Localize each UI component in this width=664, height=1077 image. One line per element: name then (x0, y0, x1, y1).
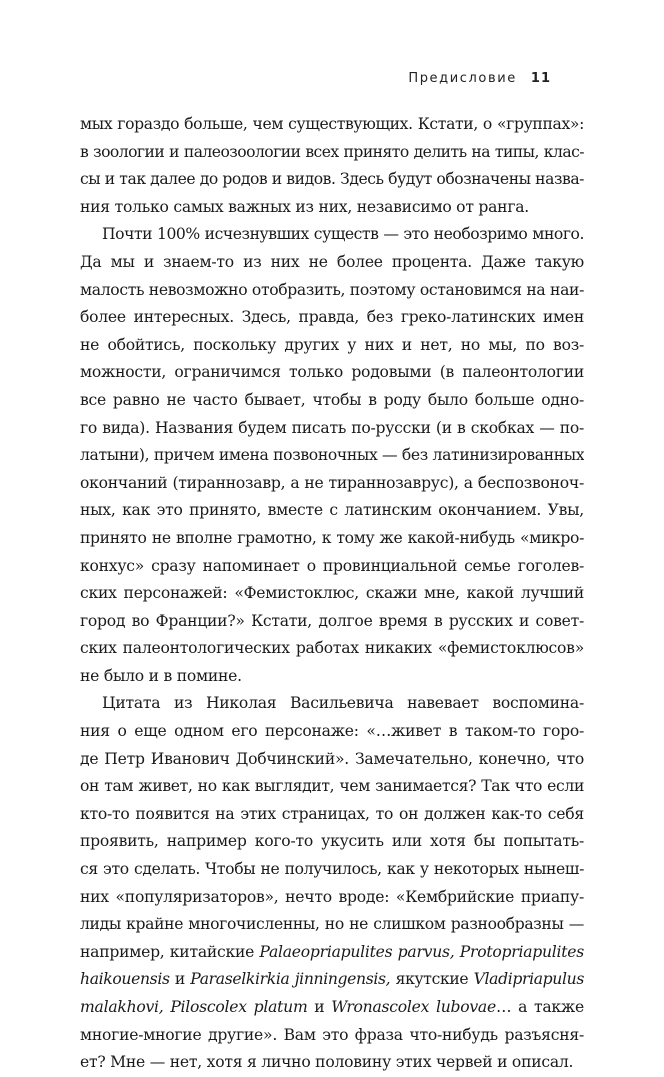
text-line: ния о еще одном его персонаже: «…живет в таком-то горо- (80, 722, 584, 741)
text-line (80, 994, 584, 1022)
text-line: де Петр Иванович Добчинский». Замечательно, конечно, что (80, 749, 584, 768)
species-names: malakhovi, Piloscolex platum (80, 998, 308, 1016)
body-text (80, 111, 584, 1077)
species-names: Paraselkirkia jinningensis, (190, 970, 391, 989)
text-line: лиды крайне многочисленны, но не слишком разнообразны — (80, 915, 584, 934)
text-line: не было и в помине. (80, 666, 242, 685)
text-line: малость невозможно отобразить, поэтому остановимся на наи- (80, 280, 584, 299)
species-names: Vladipriapulus (473, 970, 584, 989)
text-line: многие-многие другие». Вам это фраза что-нибудь разъясня- (80, 1025, 584, 1044)
text-run: … а также (495, 998, 584, 1016)
text-line: ных, как это принято, вместе с латинским окончанием. Увы, (80, 501, 584, 520)
text-line: Цитата из Николая Васильевича навевает воспомина- (102, 694, 584, 713)
species-names: Wronascolex lubovae (331, 998, 496, 1016)
text-line: сы и так далее до родов и видов. Здесь будут обозначены назва- (80, 170, 584, 189)
text-line: все равно не часто бывает, чтобы в роду было больше одно- (80, 390, 584, 409)
text-line: он там живет, но как выглядит, чем занимается? Так что если (80, 777, 584, 796)
running-head (408, 71, 551, 86)
text-run: якутские (390, 970, 474, 989)
text-run: и (307, 998, 332, 1016)
text-line: них «популяризаторов», нечто вроде: «Кембрийские приапу- (80, 887, 584, 906)
text-line: ния только самых важных из них, независимо от ранга. (80, 197, 529, 216)
text-line: в зоологии и палеозоологии всех принято делить на типы, клас- (80, 142, 584, 161)
text-line: более интересных. Здесь, правда, без греко-латинских имен (80, 308, 584, 327)
text-run: и (169, 970, 191, 989)
text-line: проявить, например кого-то укусить или хотя бы попытать- (80, 832, 584, 851)
text-line: кто-то появится на этих страницах, то он должен как-то себя (80, 804, 584, 823)
text-line (80, 939, 584, 967)
species-names: haikouensis (80, 970, 170, 989)
text-line: латыни), причем имена позвоночных — без латинизированных (80, 446, 584, 465)
text-run: например, китайские (80, 942, 260, 961)
text-line: ских персонажей: «Фемистоклюс, скажи мне, какой лучший (80, 584, 584, 603)
text-line: можности, ограничимся только родовыми (в палеонтологии (80, 363, 584, 382)
text-line: мых гораздо больше, чем существующих. Кстати, о «группах»: (80, 115, 584, 133)
text-line (80, 966, 584, 994)
text-line: го вида). Названия будем писать по-русски (и в скобках — по- (80, 418, 584, 437)
text-line: не обойтись, поскольку других у них и нет, но мы, по воз- (80, 335, 584, 354)
text-line: Почти 100% исчезнувших существ — это необозримо много. (102, 225, 584, 244)
text-line: Да мы и знаем-то из них не более процента. Даже такую (80, 252, 584, 271)
text-line: окончаний (тираннозавр, а не тираннозаврус), а беспозвоноч- (80, 473, 584, 492)
section-title: Предисловие (408, 71, 517, 86)
text-line: ет? Мне — нет, хотя я лично половину этих червей и описал. (80, 1053, 574, 1072)
text-line: ся это сделать. Чтобы не получилось, как у некоторых нынеш- (80, 860, 584, 879)
text-line: ских палеонтологических работах никаких «фемистоклюсов» (80, 639, 584, 658)
text-line: принято не вполне грамотно, к тому же какой-нибудь «микро- (80, 528, 584, 547)
text-line: конхус» сразу напоминает о провинциальной семье гоголев- (80, 556, 584, 575)
page-number: 11 (530, 71, 551, 86)
text-line: город во Франции?» Кстати, долгое время в русских и совет- (80, 611, 584, 630)
species-names: Palaeopriapulites parvus, Protopriapulites (259, 942, 584, 961)
